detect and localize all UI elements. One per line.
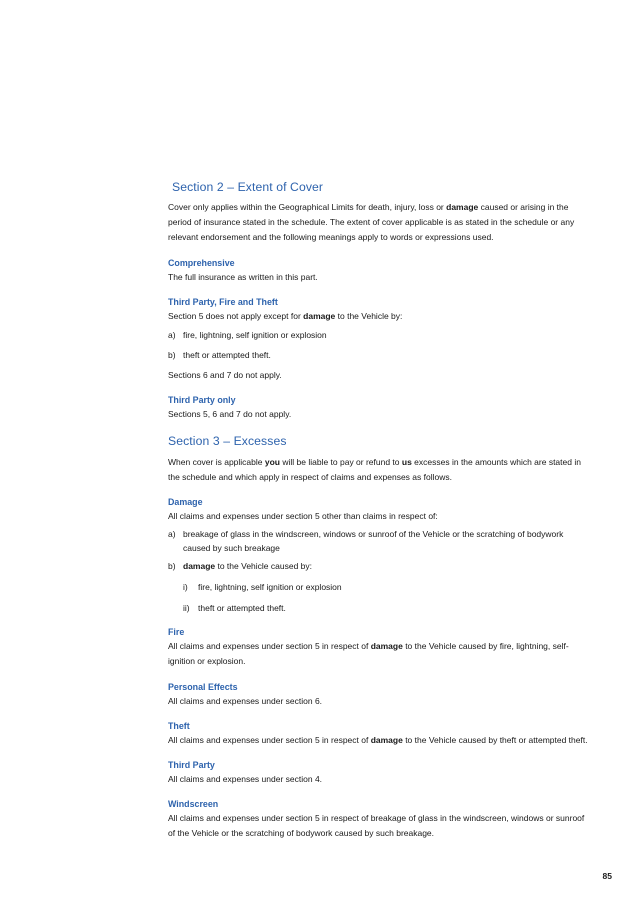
intro-text-part: excesses in the amounts which are stated in the schedule and which apply in respect of claims and expenses as follows.: [168, 456, 581, 482]
intro-bold-term: damage: [446, 202, 479, 212]
intro-bold-term: us: [401, 456, 412, 467]
intro-text-part: When cover is applicable: [168, 456, 265, 467]
theft-bold-term: damage: [370, 734, 403, 745]
damage-text: All claims and expenses under section 5 other than claims in respect of:: [168, 511, 438, 522]
list-label: b): [168, 561, 176, 572]
tpft-text-part: to the Vehicle by:: [335, 310, 403, 321]
intro-text-part: caused or arising in the period of insurance stated in the schedule. The extent of cover applicable is as stated in the schedule or any relevant endorsement and the following meanings apply to words or expressions used.: [168, 202, 575, 243]
tp-only-text: Sections 5, 6 and 7 do not apply.: [168, 409, 292, 420]
list-item: [168, 528, 588, 555]
fire-bold-term: damage: [370, 641, 403, 652]
theft-heading: Theft: [168, 720, 190, 731]
intro-bold-term: you: [264, 456, 280, 467]
fire-text-part: to the Vehicle caused by fire, lightning, self-ignition or explosion.: [168, 641, 569, 667]
list-text: breakage of glass in the windscreen, windows or sunroof of the Vehicle or the scratching of bodywork caused by such breakage: [183, 529, 564, 553]
sub-list-item: [183, 581, 588, 595]
fire-heading: Fire: [168, 627, 185, 638]
intro-text-part: will be liable to pay or refund to: [279, 456, 402, 467]
theft-text-part: to the Vehicle caused by theft or attempted theft.: [402, 734, 588, 745]
list-text: fire, lightning, self ignition or explosion: [183, 330, 327, 341]
theft-text: [168, 733, 588, 748]
tpft-text-part: Section 5 does not apply except for: [168, 310, 304, 321]
theft-text-part: All claims and expenses under section 5 in respect of: [168, 734, 371, 745]
list-label: i): [183, 582, 188, 592]
list-item: [168, 560, 588, 574]
fire-text: [168, 639, 588, 669]
personal-effects-text: All claims and expenses under section 6.: [168, 695, 323, 706]
page-content: [168, 178, 588, 842]
section-3-intro: [168, 455, 588, 485]
list-text: [183, 560, 312, 574]
list-item: [168, 349, 588, 363]
list-text: theft or attempted theft.: [183, 349, 271, 360]
third-party-heading: Third Party: [168, 760, 215, 770]
list-text: theft or attempted theft.: [198, 602, 286, 613]
section-2-intro: [168, 200, 588, 246]
section-3-title: Section 3 – Excesses: [168, 433, 287, 448]
tpft-text: [168, 309, 588, 324]
list-bold-term: damage: [183, 561, 216, 572]
damage-heading: Damage: [168, 497, 203, 508]
list-text: fire, lightning, self ignition or explosion: [198, 582, 342, 592]
third-party-text: All claims and expenses under section 4.: [168, 774, 323, 784]
page-number: 85: [602, 871, 612, 881]
fire-text-part: All claims and expenses under section 5 in respect of: [168, 641, 371, 652]
list-label: a): [168, 529, 176, 540]
windscreen-heading: Windscreen: [168, 799, 219, 810]
intro-text-part: Cover only applies within the Geographical Limits for death, injury, loss or: [168, 202, 447, 212]
comprehensive-text: The full insurance as written in this part.: [168, 271, 318, 282]
personal-effects-heading: Personal Effects: [168, 681, 238, 692]
list-item: [168, 329, 588, 343]
list-text-part: to the Vehicle caused by:: [215, 561, 312, 572]
windscreen-text: All claims and expenses under section 5 in respect of breakage of glass in the windscreen, windows or sunroof of the Vehicle or the scratching of bodywork caused by such breakage.: [168, 813, 585, 839]
list-label: a): [168, 330, 176, 341]
list-label: ii): [183, 602, 190, 613]
tpft-heading: Third Party, Fire and Theft: [168, 296, 278, 307]
tpft-bold-term: damage: [303, 310, 336, 321]
comprehensive-heading: Comprehensive: [168, 257, 235, 268]
sub-list-item: [183, 602, 588, 616]
section-2-title: Section 2 – Extent of Cover: [172, 180, 324, 194]
tp-only-heading: Third Party only: [168, 395, 236, 406]
tpft-note: Sections 6 and 7 do not apply.: [168, 370, 282, 381]
list-label: b): [168, 349, 176, 360]
